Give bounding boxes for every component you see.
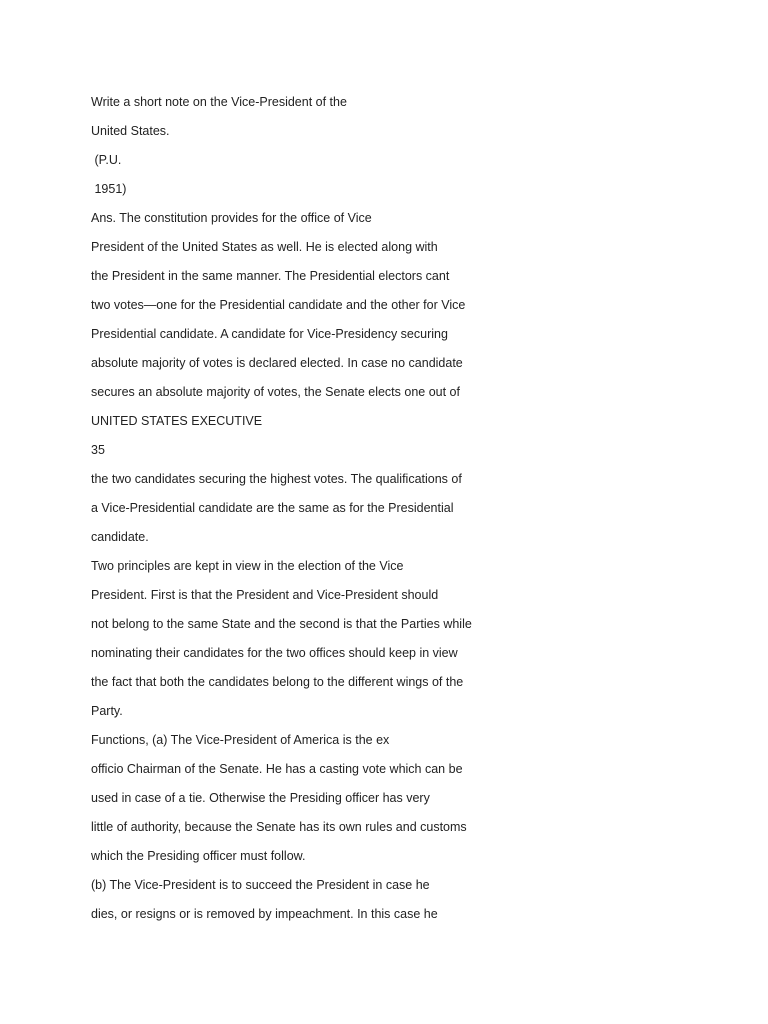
document-line: Presidential candidate. A candidate for Vice-Presidency securing <box>91 327 448 341</box>
document-line: nominating their candidates for the two offices should keep in view <box>91 646 458 660</box>
document-line: a Vice-Presidential candidate are the same as for the Presidential <box>91 501 454 515</box>
document-line: two votes—one for the Presidential candidate and the other for Vice <box>91 298 466 312</box>
document-line: which the Presiding officer must follow. <box>91 849 306 863</box>
document-line: dies, or resigns or is removed by impeachment. In this case he <box>91 907 438 921</box>
document-line: secures an absolute majority of votes, the Senate elects one out of <box>91 385 460 399</box>
document-line: Functions, (a) The Vice-President of America is the ex <box>91 733 390 747</box>
document-line: the President in the same manner. The Presidential electors cant <box>91 269 450 283</box>
document-line: used in case of a tie. Otherwise the Presiding officer has very <box>91 791 430 805</box>
document-line: the fact that both the candidates belong to the different wings of the <box>91 675 464 689</box>
document-line: (P.U. <box>91 153 122 167</box>
document-line: UNITED STATES EXECUTIVE <box>91 414 263 428</box>
document-line: the two candidates securing the highest votes. The qualifications of <box>91 472 462 486</box>
document-line: officio Chairman of the Senate. He has a casting vote which can be <box>91 762 463 776</box>
document-line: not belong to the same State and the second is that the Parties while <box>91 617 472 631</box>
document-line: little of authority, because the Senate has its own rules and customs <box>91 820 467 834</box>
document-line: United States. <box>91 124 170 138</box>
document-line: 1951) <box>91 182 127 196</box>
document-line: 35 <box>91 443 105 457</box>
document-line: Write a short note on the Vice-President of the <box>91 95 347 109</box>
document-line: Two principles are kept in view in the election of the Vice <box>91 559 404 573</box>
document-line: Ans. The constitution provides for the office of Vice <box>91 211 372 225</box>
document-line: President of the United States as well. He is elected along with <box>91 240 438 254</box>
document-line: candidate. <box>91 530 149 544</box>
document-line: President. First is that the President and Vice-President should <box>91 588 439 602</box>
document-line: absolute majority of votes is declared elected. In case no candidate <box>91 356 463 370</box>
document-line: Party. <box>91 704 123 718</box>
document-line: (b) The Vice-President is to succeed the President in case he <box>91 878 430 892</box>
document-body <box>91 93 711 934</box>
